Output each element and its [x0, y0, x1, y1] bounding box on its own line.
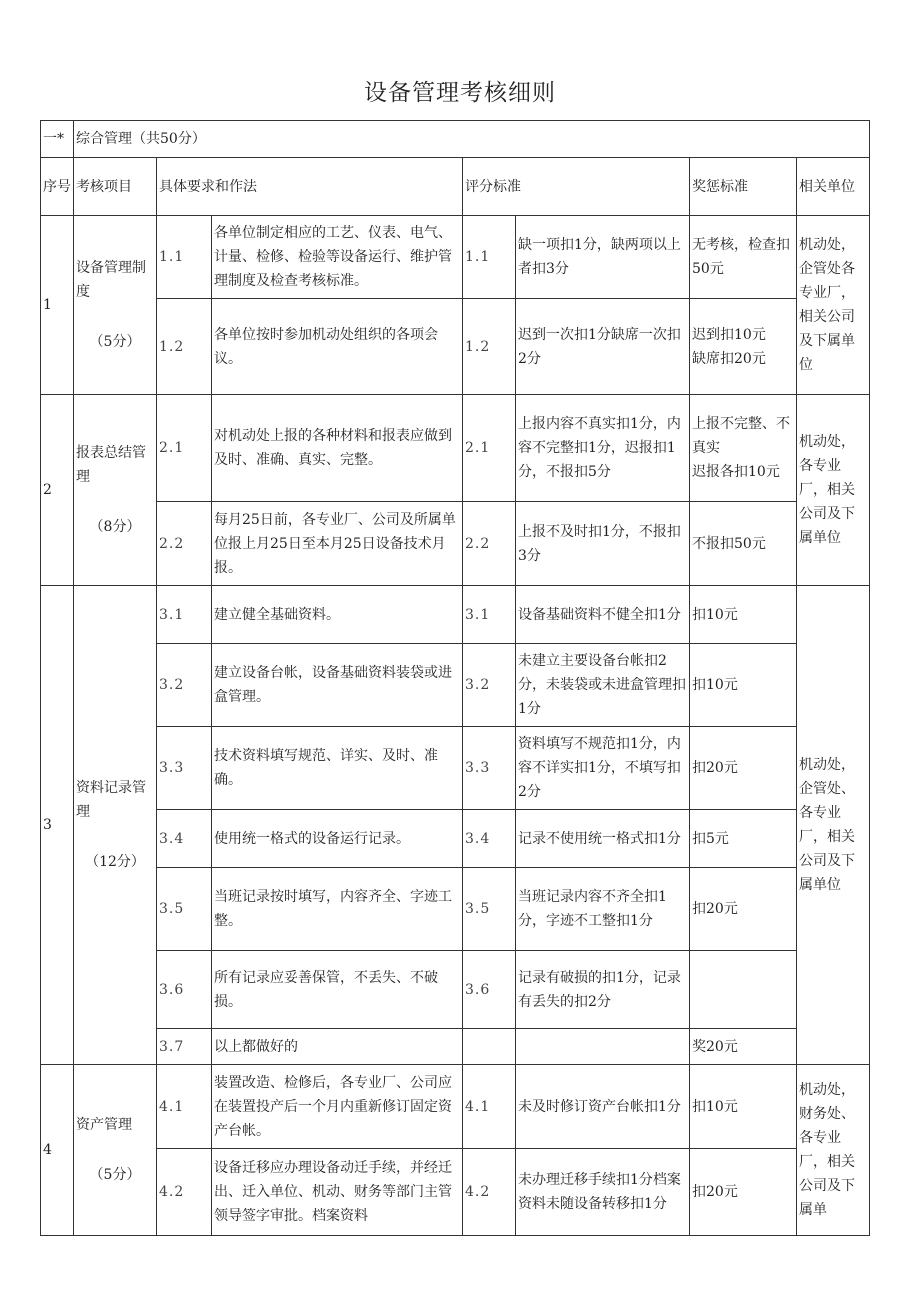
table-row [41, 1029, 870, 1065]
reward-text: 不报扣50元 [690, 502, 797, 586]
criteria-text: 当班记录内容不齐全扣1分，字迹不工整扣1分 [516, 868, 690, 951]
item-name: 资产管理 [76, 1117, 132, 1133]
table-row [41, 868, 870, 951]
table-row [41, 644, 870, 727]
reward-text: 扣10元 [690, 586, 797, 644]
related-units: 机动处，财务处、各专业厂，相关公司及下属单 [797, 1065, 870, 1236]
item-name: 设备管理制度 [76, 260, 146, 300]
related-units: 机动处，各专业厂，相关公司及下属单位 [797, 395, 870, 586]
criteria-number: 2.2 [463, 502, 516, 586]
req-number: 3.7 [157, 1029, 212, 1065]
reward-text: 扣10元 [690, 1065, 797, 1149]
req-number: 3.1 [157, 586, 212, 644]
item-score: （12分） [85, 854, 145, 870]
requirement-text: 所有记录应妥善保管，不丢失、不破损。 [212, 951, 463, 1029]
reward-text: 迟到扣10元 缺席扣20元 [690, 299, 797, 395]
criteria-text: 上报不及时扣1分，不报扣3分 [516, 502, 690, 586]
criteria-text: 迟到一次扣1分缺席一次扣2分 [516, 299, 690, 395]
criteria-number: 3.6 [463, 951, 516, 1029]
requirement-text: 建立健全基础资料。 [212, 586, 463, 644]
reward-text: 扣20元 [690, 727, 797, 810]
item-name: 资料记录管理 [76, 780, 146, 820]
page-title: 设备管理考核细则 [364, 80, 556, 106]
requirement-text: 以上都做好的 [212, 1029, 463, 1065]
requirement-text: 各单位制定相应的工艺、仪表、电气、计量、检修、检验等设备运行、维护管理制度及检查考核标准。 [212, 216, 463, 299]
row-seq: 1 [41, 216, 74, 395]
criteria-number: 3.3 [463, 727, 516, 810]
item-score: （5分） [89, 334, 141, 350]
section-row [41, 121, 870, 158]
section-num: 一* [41, 121, 74, 158]
item-cell [74, 586, 157, 1065]
criteria-text: 资料填写不规范扣1分，内容不详实扣1分，不填写扣2分 [516, 727, 690, 810]
criteria-number: 2.1 [463, 395, 516, 502]
related-units: 机动处，企管处各专业厂，相关公司及下属单位 [797, 216, 870, 395]
table-row [41, 810, 870, 868]
row-seq: 3 [41, 586, 74, 1065]
table-row [41, 951, 870, 1029]
reward-text [690, 951, 797, 1029]
reward-text: 上报不完整、不真实 迟报各扣10元 [690, 395, 797, 502]
criteria-number: 3.1 [463, 586, 516, 644]
section-label: 综合管理（共50分） [74, 121, 870, 158]
item-score: （5分） [89, 1167, 141, 1183]
criteria-text: 设备基础资料不健全扣1分 [516, 586, 690, 644]
requirement-text: 设备迁移应办理设备动迁手续，并经迁出、迁入单位、机动、财务等部门主管领导签字审批。档案资料 [212, 1149, 463, 1236]
req-number: 1.1 [157, 216, 212, 299]
requirement-text: 每月25日前，各专业厂、公司及所属单位报上月25日至本月25日设备技术月报。 [212, 502, 463, 586]
criteria-number: 3.2 [463, 644, 516, 727]
table-row [41, 1149, 870, 1236]
requirement-text: 各单位按时参加机动处组织的各项会议。 [212, 299, 463, 395]
criteria-number [463, 1029, 516, 1065]
requirement-text: 对机动处上报的各种材料和报表应做到及时、准确、真实、完整。 [212, 395, 463, 502]
header-reward: 奖惩标准 [690, 158, 797, 216]
header-requirement: 具体要求和作法 [157, 158, 463, 216]
header-criteria: 评分标准 [463, 158, 690, 216]
requirement-text: 技术资料填写规范、详实、及时、准确。 [212, 727, 463, 810]
req-number: 3.4 [157, 810, 212, 868]
req-number: 3.3 [157, 727, 212, 810]
row-seq: 2 [41, 395, 74, 586]
criteria-text: 上报内容不真实扣1分，内容不完整扣1分，迟报扣1分，不报扣5分 [516, 395, 690, 502]
table-row [41, 299, 870, 395]
req-number: 3.6 [157, 951, 212, 1029]
related-units: 机动处，企管处、各专业厂，相关公司及下属单位 [797, 586, 870, 1065]
table-row [41, 216, 870, 299]
requirement-text: 建立设备台帐，设备基础资料装袋或进盒管理。 [212, 644, 463, 727]
criteria-text: 未建立主要设备台帐扣2分，未装袋或未进盒管理扣1分 [516, 644, 690, 727]
requirement-text: 使用统一格式的设备运行记录。 [212, 810, 463, 868]
req-number: 3.2 [157, 644, 212, 727]
req-number: 1.2 [157, 299, 212, 395]
criteria-text: 缺一项扣1分，缺两项以上者扣3分 [516, 216, 690, 299]
criteria-text: 记录不使用统一格式扣1分 [516, 810, 690, 868]
criteria-number: 1.1 [463, 216, 516, 299]
criteria-text [516, 1029, 690, 1065]
criteria-number: 4.2 [463, 1149, 516, 1236]
criteria-number: 4.1 [463, 1065, 516, 1149]
criteria-text: 未及时修订资产台帐扣1分 [516, 1065, 690, 1149]
table-row [41, 1065, 870, 1149]
table-row [41, 395, 870, 502]
assessment-table [40, 120, 870, 1236]
requirement-text: 装置改造、检修后，各专业厂、公司应在装置投产后一个月内重新修订固定资产台帐。 [212, 1065, 463, 1149]
header-item: 考核项目 [74, 158, 157, 216]
table-row [41, 586, 870, 644]
header-seq: 序号 [41, 158, 74, 216]
criteria-number: 3.5 [463, 868, 516, 951]
req-number: 3.5 [157, 868, 212, 951]
reward-text: 无考核，检查扣50元 [690, 216, 797, 299]
item-cell [74, 216, 157, 395]
req-number: 2.2 [157, 502, 212, 586]
reward-text: 扣5元 [690, 810, 797, 868]
reward-text: 奖20元 [690, 1029, 797, 1065]
reward-text: 扣20元 [690, 1149, 797, 1236]
req-number: 4.1 [157, 1065, 212, 1149]
req-number: 4.2 [157, 1149, 212, 1236]
criteria-text: 记录有破损的扣1分，记录有丢失的扣2分 [516, 951, 690, 1029]
item-score: （8分） [89, 519, 141, 535]
table-row [41, 727, 870, 810]
req-number: 2.1 [157, 395, 212, 502]
header-units: 相关单位 [797, 158, 870, 216]
item-cell [74, 1065, 157, 1236]
criteria-number: 3.4 [463, 810, 516, 868]
requirement-text: 当班记录按时填写，内容齐全、字迹工整。 [212, 868, 463, 951]
reward-text: 扣10元 [690, 644, 797, 727]
table-row [41, 502, 870, 586]
criteria-number: 1.2 [463, 299, 516, 395]
reward-text: 扣20元 [690, 868, 797, 951]
header-row [41, 158, 870, 216]
row-seq: 4 [41, 1065, 74, 1236]
item-name: 报表总结管理 [76, 445, 146, 485]
criteria-text: 未办理迁移手续扣1分档案资料未随设备转移扣1分 [516, 1149, 690, 1236]
item-cell [74, 395, 157, 586]
